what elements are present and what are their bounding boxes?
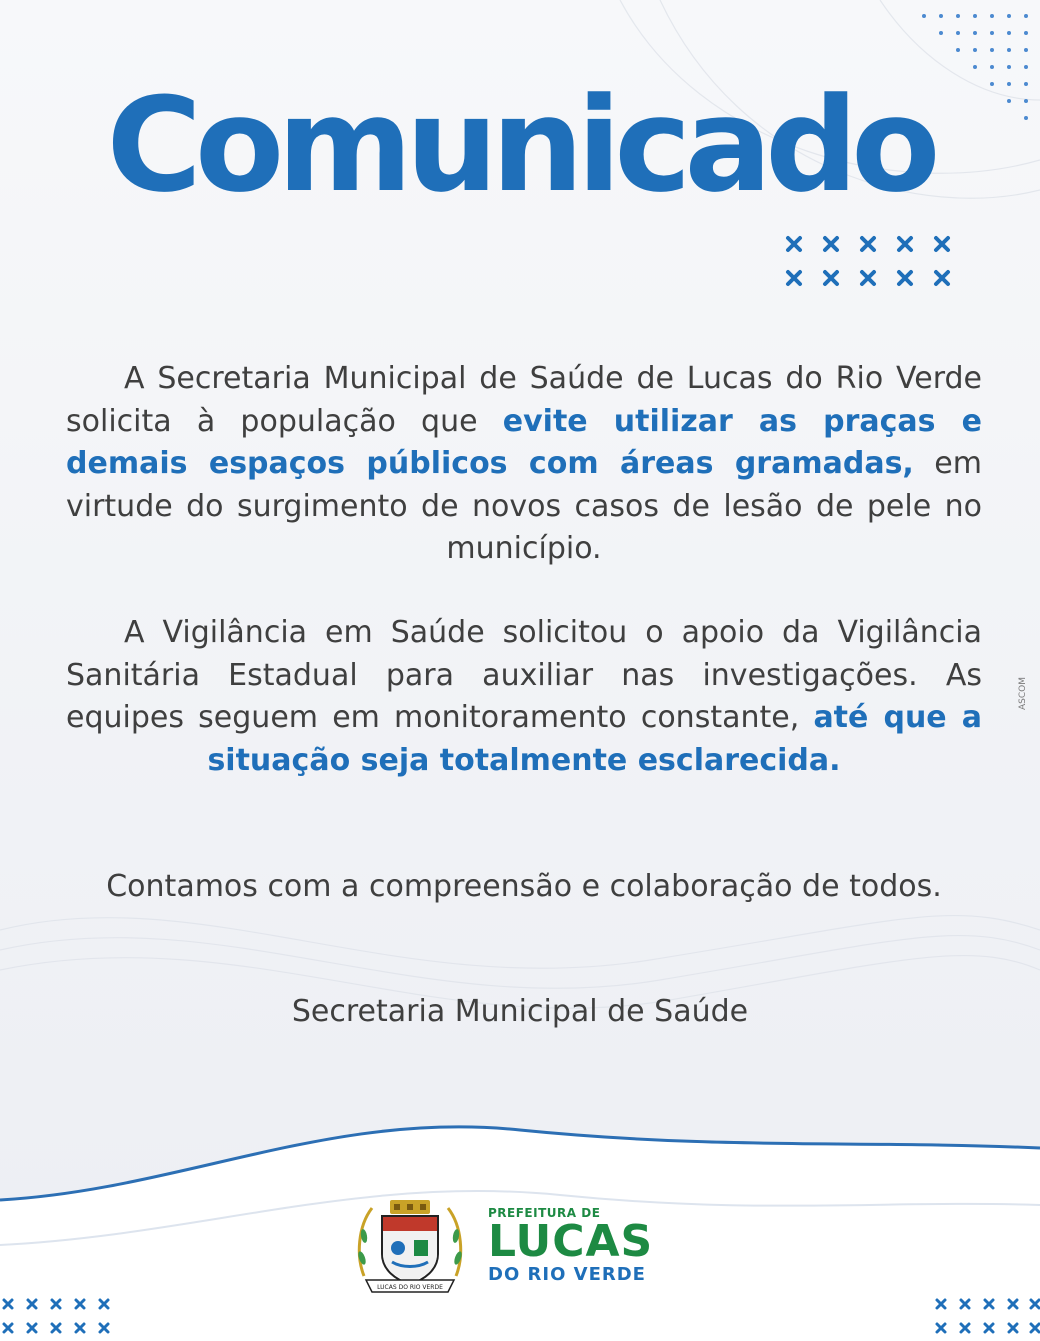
logo-city-subname: DO RIO VERDE [488,1264,646,1285]
paragraph-1-highlight: evite utilizar as praças e demais espaços públicos com áreas gramadas, [66,403,982,481]
cross-pattern-bottom-left [0,1296,120,1341]
paragraph-2 [66,612,982,782]
paragraph-1-text-end: em virtude do surgimento de novos casos de lesão de pele no município. [66,446,982,566]
prefeitura-logo-text [488,1206,708,1285]
cross-pattern-bottom-right [933,1296,1040,1341]
logo-city-name: LUCAS [488,1216,654,1267]
paragraph-1-text: A Secretaria Municipal de Saúde de Lucas do Rio Verde solicita à população que [66,361,982,439]
municipal-crest-logo [352,1196,468,1296]
crest-ribbon-text: LUCAS DO RIO VERDE [377,1284,443,1291]
logo-prefix: PREFEITURA DE [488,1206,601,1220]
page-title: Comunicado [106,69,934,221]
paragraph-2-text: A Vigilância em Saúde solicitou o apoio da Vigilância Sanitária Estadual para auxiliar nas investigações. As equipes seguem em monitoramento constante, [66,615,982,735]
paragraph-1 [66,358,982,571]
paragraph-2-highlight: até que a situação seja totalmente esclarecida. [207,700,982,778]
side-credit: ASCOM [1018,676,1028,710]
cross-pattern-decoration [782,228,962,292]
signature: Secretaria Municipal de Saúde [291,994,749,1029]
paragraph-3: Contamos com a compreensão e colaboração de todos. [106,869,942,904]
